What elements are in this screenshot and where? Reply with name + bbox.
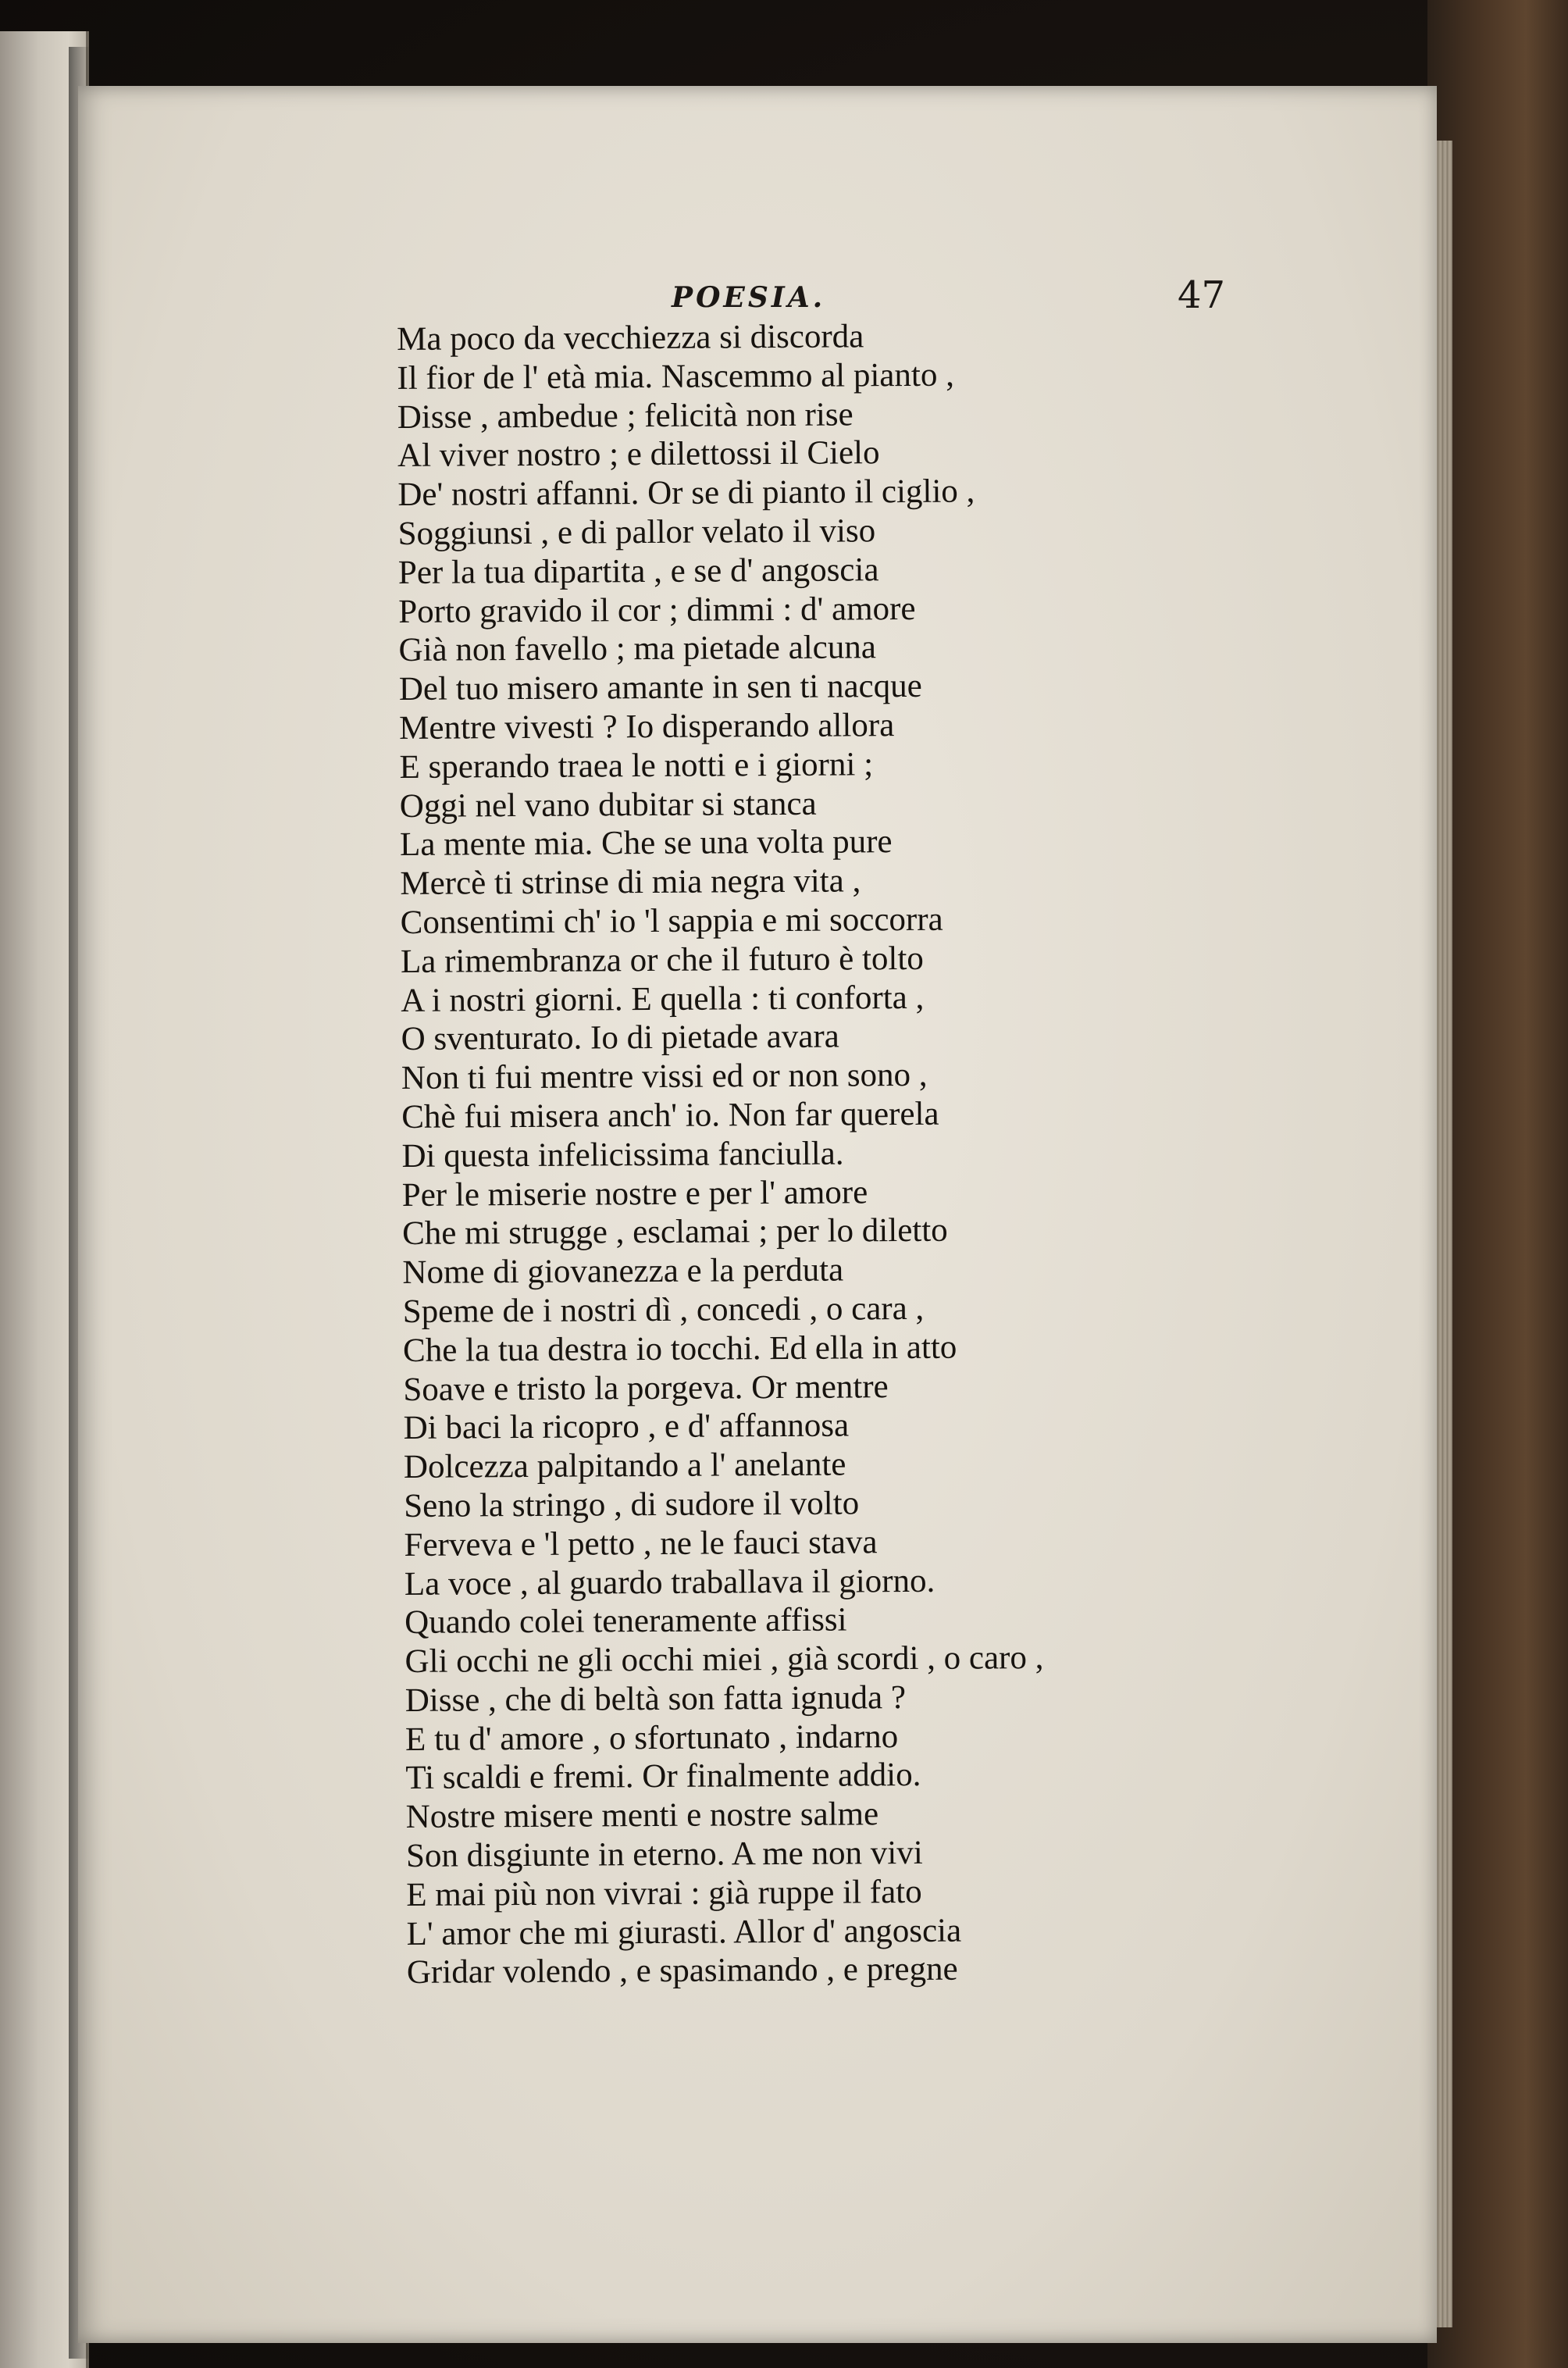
verse-line: L' amor che mi giurasti. Allor d' angoscia xyxy=(406,1912,962,1953)
verse-line: E tu d' amore , o sfortunato , indarno xyxy=(404,1717,899,1758)
verse-line: La mente mia. Che se una volta pure xyxy=(399,823,893,864)
verse-line: E sperando traea le notti e i giorni ; xyxy=(399,746,874,786)
book-page xyxy=(78,86,1437,2343)
verse-line: Dolcezza palpitando a l' anelante xyxy=(403,1446,846,1486)
verse-line: O sventurato. Io di pietade avara xyxy=(401,1018,839,1058)
verse-line: Ti scaldi e fremi. Or finalmente addio. xyxy=(405,1756,921,1797)
verse-line: Ferveva e 'l petto , ne le fauci stava xyxy=(404,1523,878,1564)
verse-line: Ma poco da vecchiezza si discorda xyxy=(397,318,864,358)
verse-line: Seno la stringo , di sudore il volto xyxy=(404,1485,860,1525)
verse-line: Porto gravido il cor ; dimmi : d' amore xyxy=(398,590,916,630)
verse-line: Per la tua dipartita , e se d' angoscia xyxy=(397,551,879,591)
verse-line: La voce , al guardo traballava il giorno. xyxy=(404,1562,935,1603)
verse-line: Soave e tristo la porgeva. Or mentre xyxy=(403,1368,889,1408)
poem-verse xyxy=(397,315,1266,1992)
verse-line: Oggi nel vano dubitar si stanca xyxy=(399,785,817,825)
verse-line: Al viver nostro ; e dilettossi il Cielo xyxy=(397,434,880,475)
verse-line: Di baci la ricopro , e d' affannosa xyxy=(403,1407,850,1447)
verse-line: Son disgiunte in eterno. A me non vivi xyxy=(405,1834,923,1875)
verse-line: Gridar volendo , e spasimando , e pregne xyxy=(406,1951,958,1992)
verse-line: Quando colei teneramente affissi xyxy=(404,1601,847,1642)
verse-line: Per le miserie nostre e per l' amore xyxy=(401,1173,868,1214)
page-number: 47 xyxy=(1178,273,1226,317)
running-head: POESIA. xyxy=(672,281,826,314)
verse-line: Disse , ambedue ; felicità non rise xyxy=(397,396,853,436)
verse-line: La rimembranza or che il futuro è tolto xyxy=(400,940,924,980)
verse-line: Che la tua destra io tocchi. Ed ella in atto xyxy=(402,1328,957,1369)
verse-line: De' nostri affanni. Or se di pianto il ciglio , xyxy=(397,473,975,514)
verse-line: A i nostri giorni. E quella : ti conforta , xyxy=(401,979,925,1019)
verse-line: Mentre vivesti ? Io disperando allora xyxy=(399,707,895,747)
verse-line: Che mi strugge , esclamai ; per lo diletto xyxy=(402,1212,948,1253)
verse-line: Nostre misere menti e nostre salme xyxy=(405,1796,879,1836)
verse-line: Soggiunsi , e di pallor velato il viso xyxy=(397,512,876,552)
verse-line: Mercè ti strinse di mia negra vita , xyxy=(400,862,861,903)
verse-line: Chè fui misera anch' io. Non far querela xyxy=(401,1095,939,1136)
verse-line: E mai più non vivrai : già ruppe il fato xyxy=(406,1873,922,1913)
verse-line: Consentimi ch' io 'l sappia e mi soccorra xyxy=(400,900,943,941)
verse-line: Del tuo misero amante in sen ti nacque xyxy=(398,668,922,708)
verse-line: Il fior de l' età mia. Nascemmo al pianto , xyxy=(397,356,955,397)
verse-line: Speme de i nostri dì , concedi , o cara , xyxy=(402,1289,925,1330)
verse-line: Disse , che di beltà son fatta ignuda ? xyxy=(404,1678,907,1719)
verse-line: Non ti fui mentre vissi ed or non sono , xyxy=(401,1057,928,1097)
verse-line: Gli occhi ne gli occhi miei , già scordi , o caro , xyxy=(404,1639,1044,1681)
verse-line: Già non favello ; ma pietade alcuna xyxy=(398,629,877,669)
verse-line: Di questa infelicissima fanciulla. xyxy=(401,1135,844,1175)
verse-line: Nome di giovanezza e la perduta xyxy=(402,1251,844,1292)
